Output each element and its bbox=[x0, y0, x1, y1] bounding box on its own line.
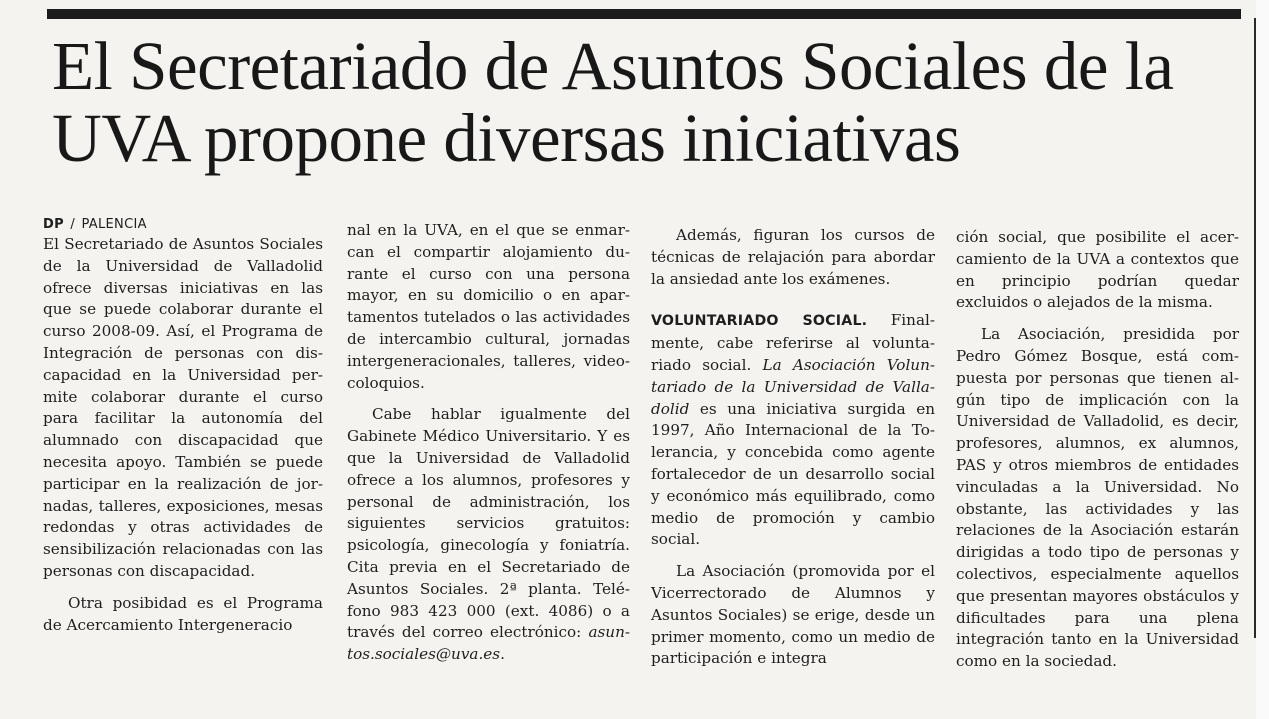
paragraph-text: Finalmente, cabe referirse al voluntariado social. bbox=[651, 311, 935, 374]
paragraph: Otra posibidad es el Programa de Acercamiento Intergeneracio bbox=[43, 593, 323, 634]
top-rule bbox=[47, 9, 1241, 19]
association-name: La Asociación Voluntariado de la Universidad de Valladolid bbox=[651, 355, 936, 418]
paragraph-end: . bbox=[500, 645, 505, 664]
paragraph-text: es una iniciativa surgida en 1997, Año Internacional de la Tolerancia, y concebida como agente fortalecedor de un desarrollo social y económico más equilibrado, como medio de promoción y cambio social. bbox=[651, 399, 935, 549]
column-3 bbox=[651, 225, 935, 670]
column-1 bbox=[43, 216, 323, 636]
paragraph bbox=[651, 310, 935, 551]
paragraph-text: Cabe hablar igualmente del Gabinete Médico Universitario. Y es que la Universidad de Valladolid ofrece a los alumnos, profesores y personal de administración, los siguientes servicios gratuitos: psicología, ginecología y foniatría. Cita previa en el Secretariado de Asuntos Sociales. 2ª planta. Teléfono 983 423 000 (ext. 4086) o a través del correo electrónico: bbox=[347, 405, 630, 642]
paragraph: Además, figuran los cursos de técnicas de relajación para abordar la ansiedad ante los exámenes. bbox=[651, 226, 935, 288]
column-2 bbox=[347, 220, 630, 666]
paragraph: La Asociación, presidida por Pedro Gómez Bosque, está compuesta por personas que tienen algún tipo de implicación con la Universidad de Valladolid, es decir, profesores, alumnos, ex alumnos, PAS y otros miembros de entidades vinculadas a la Universidad. No obstante, las actividades y las relaciones de la Asociación estarán dirigidas a todo tipo de personas y colectivos, especialmente aquellos que presentan mayores obstáculos y dificultades para una plena integración tanto en la Universidad como en la sociedad. bbox=[956, 325, 1239, 671]
byline bbox=[43, 216, 323, 234]
paragraph bbox=[347, 404, 630, 666]
column-4 bbox=[956, 227, 1239, 673]
email-address: asuntos.sociales@uva.es bbox=[347, 623, 630, 664]
paragraph: La Asociación (promovida por el Vicerrectorado de Alumnos y Asuntos Sociales) se erige, desde un primer momento, como un medio de participación e integra bbox=[651, 562, 935, 668]
headline: El Secretariado de Asuntos Sociales de la UVA propone diversas iniciativas bbox=[52, 28, 1174, 176]
byline-location: PALENCIA bbox=[81, 217, 147, 232]
paragraph: ción social, que posibilite el acercamiento de la UVA a contextos que en principio podrían quedar excluidos o alejados de la misma. bbox=[956, 228, 1239, 312]
paragraph: El Secretariado de Asuntos Sociales de la Universidad de Valladolid ofrece diversas iniciativas en las que se puede colaborar durante el curso 2008-09. Así, el Programa de Integración de personas con discapacidad en la Universidad permite colaborar durante el curso para facilitar la autonomía del alumnado con discapacidad que necesita apoyo. También se puede participar en la realización de jornadas, talleres, exposiciones, mesas redondas y otras actividades de sensibilización relacionadas con las personas con discapacidad. bbox=[43, 235, 323, 580]
byline-separator: / bbox=[70, 217, 76, 232]
paragraph: nal en la UVA, en el que se enmarcan el compartir alojamiento durante el curso con una persona mayor, en su domicilio o en apartamentos tutelados o las actividades de intercambio cultural, jornadas intergeneracionales, talleres, video-coloquios. bbox=[347, 221, 630, 392]
byline-agency: DP bbox=[43, 217, 64, 232]
section-lead-in: VOLUNTARIADO SOCIAL. bbox=[651, 313, 868, 330]
scan-edge bbox=[1256, 0, 1269, 719]
